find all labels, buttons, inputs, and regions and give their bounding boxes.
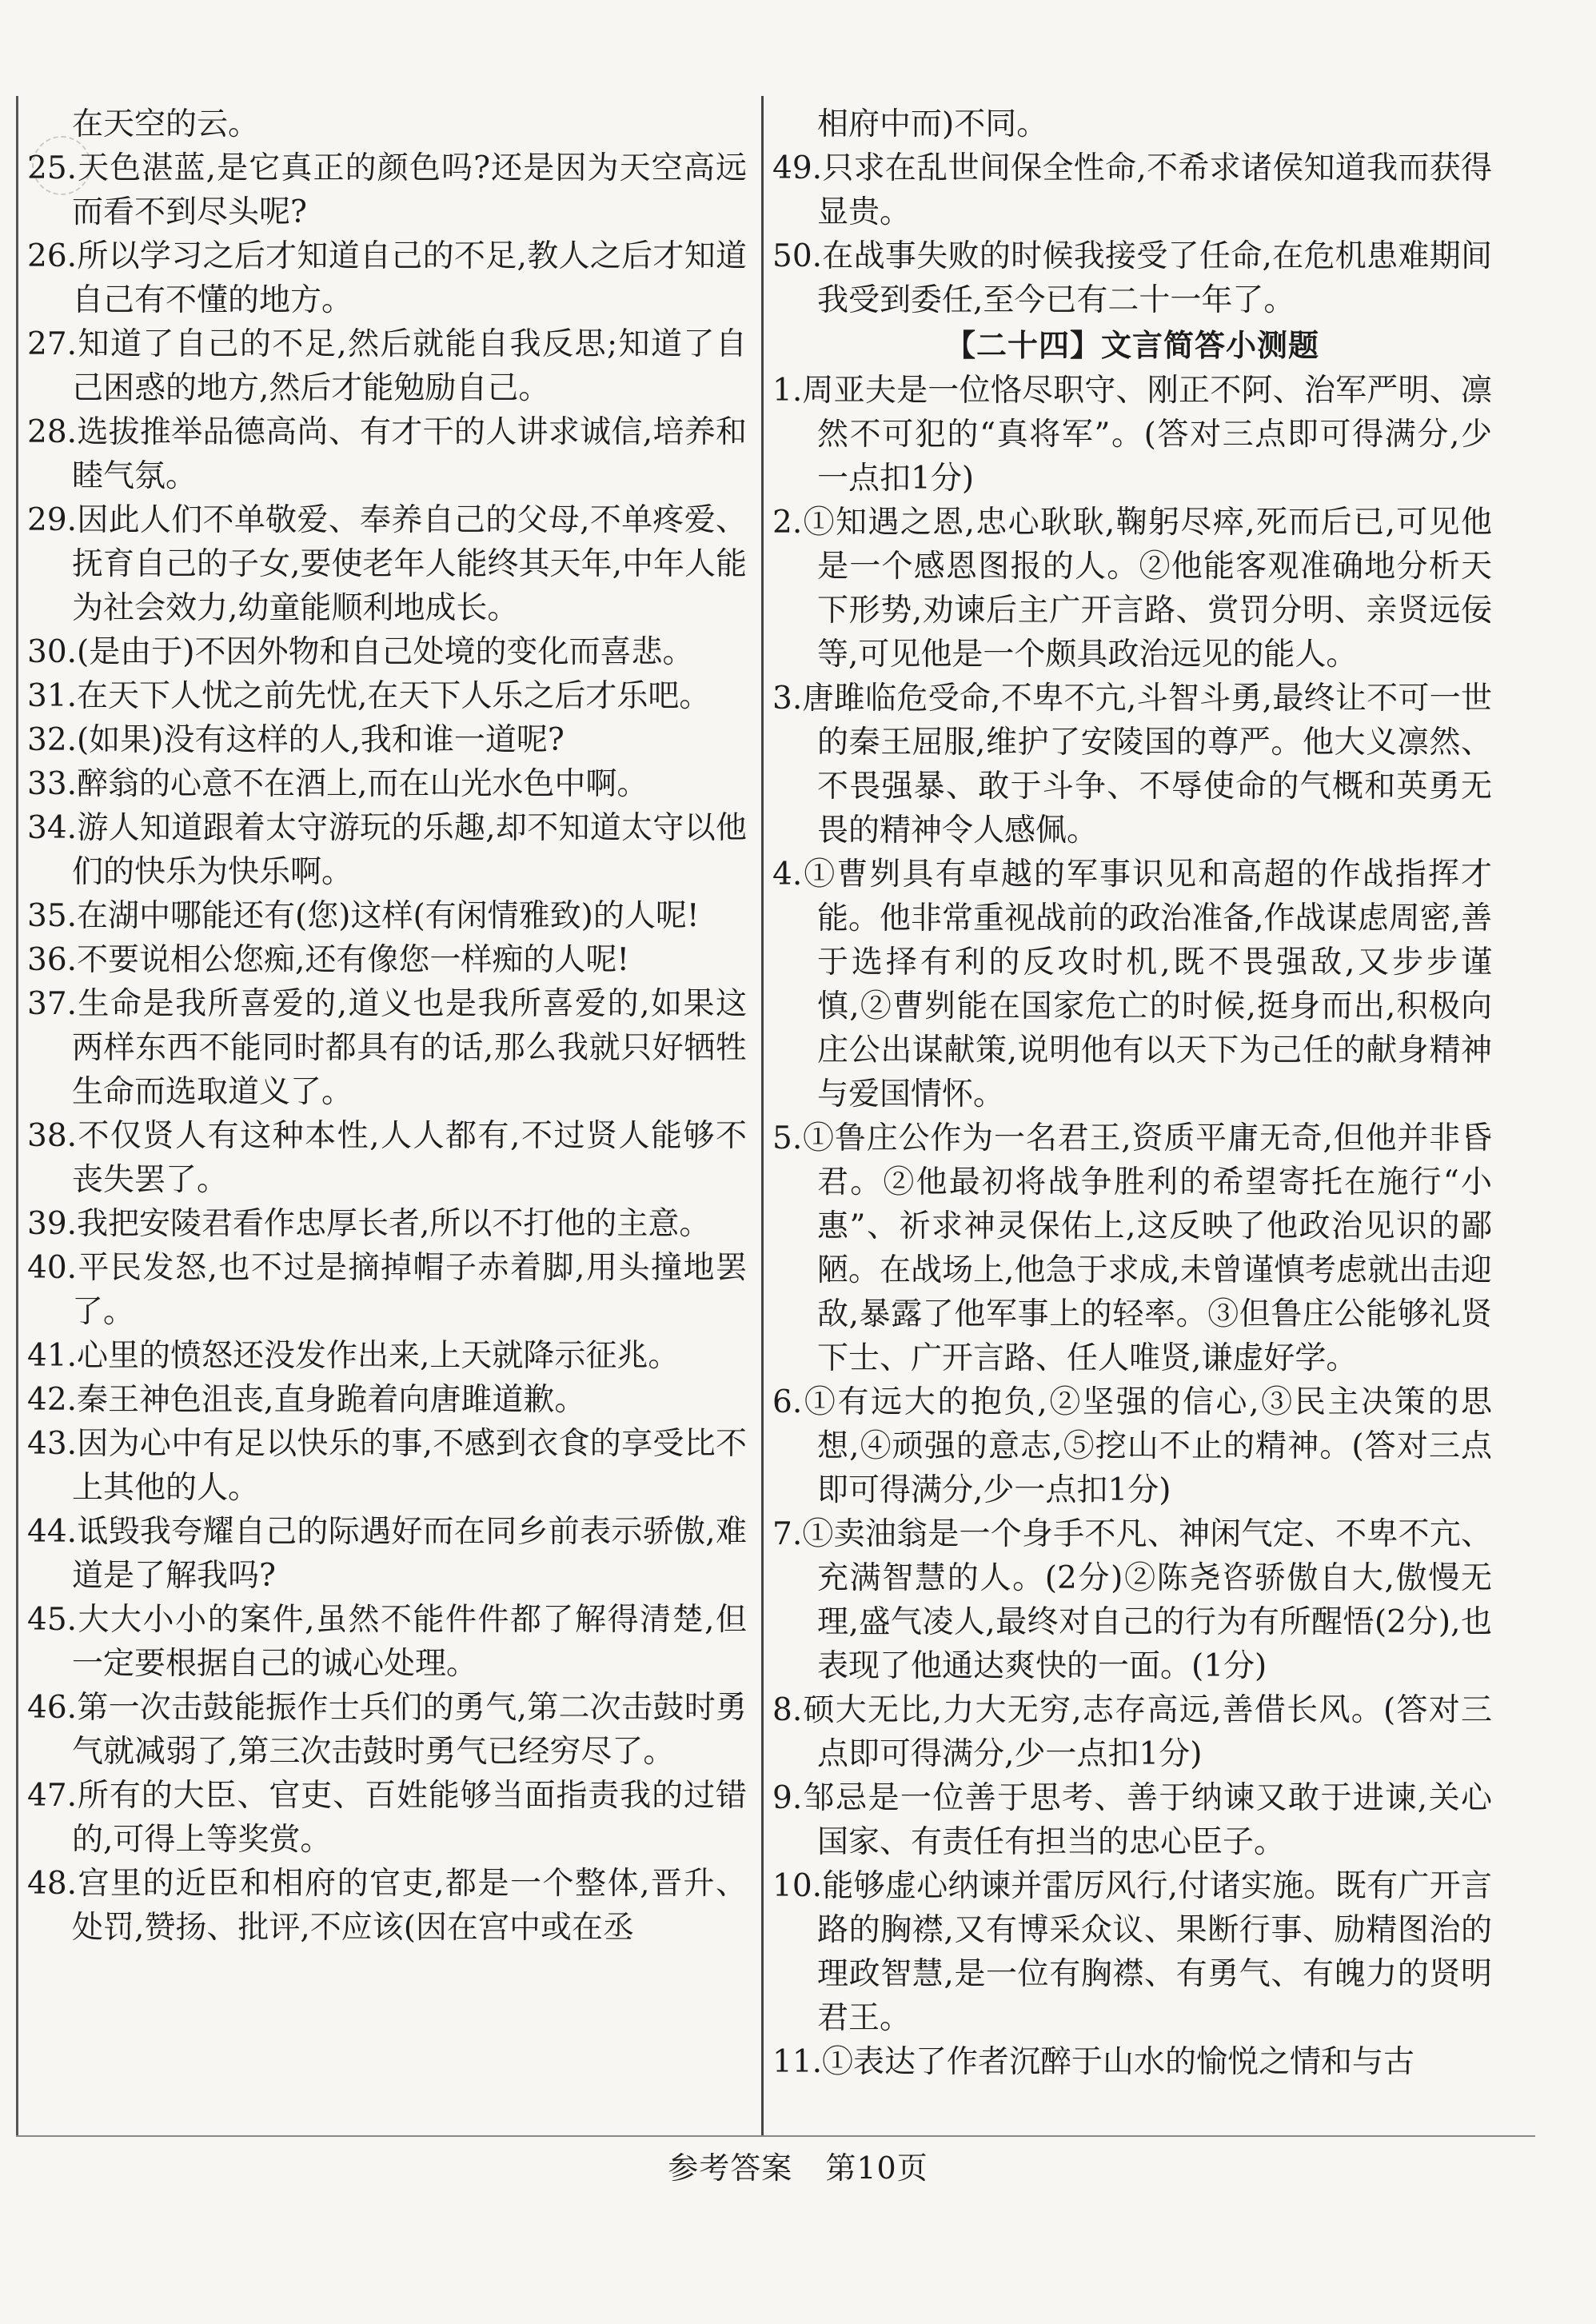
item-number: 30. (27, 634, 78, 670)
item-number: 36. (27, 942, 78, 978)
item-number: 33. (27, 766, 78, 802)
answer-item (27, 1774, 747, 1862)
section-items-group (772, 369, 1492, 2084)
page-footer (0, 2148, 1596, 2188)
answer-item (772, 2040, 1492, 2084)
item-number: 11. (772, 2044, 823, 2080)
answer-item (27, 1686, 747, 1774)
item-text: 邹忌是一位善于思考、善于纳谏又敢于进谏,关心国家、有责任有担当的忠心臣子。 (802, 1780, 1492, 1860)
item-text: ①鲁庄公作为一名君王,资质平庸无奇,但他并非昏君。②他最初将战争胜利的希望寄托在施行“小惠”、祈求神灵保佑上,这反映了他政治见识的鄙陋。在战场上,他急于求成,未曾谨慎考虑就出击迎敌,暴露了他军事上的轻率。③但鲁庄公能够礼贤下士、广开言路、任人唯贤,谦虚好学。 (802, 1120, 1492, 1376)
answer-item (27, 938, 747, 982)
left-margin-rule (16, 96, 18, 2135)
answer-item (772, 1688, 1492, 1776)
answer-item (27, 1510, 747, 1598)
item-number: 25. (27, 150, 78, 186)
answer-item (772, 1776, 1492, 1864)
right-continuation: 相府中而)不同。 (817, 106, 1048, 142)
item-text: (如果)没有这样的人,我和谁一道呢? (77, 722, 565, 758)
footer-label: 参考答案 (668, 2150, 793, 2186)
item-text: 游人知道跟着太守游玩的乐趣,却不知道太守以他们的快乐为快乐啊。 (72, 810, 747, 890)
item-number: 1. (772, 373, 803, 409)
item-text: 秦王神色沮丧,直身跪着向唐雎道歉。 (77, 1382, 586, 1418)
item-number: 38. (27, 1118, 78, 1154)
item-text: 心里的愤怒还没发作出来,上天就降示征兆。 (77, 1338, 680, 1374)
item-text: 我把安陵君看作忠厚长者,所以不打他的主意。 (77, 1206, 711, 1242)
item-number: 28. (27, 414, 78, 450)
item-text: ①曹刿具有卓越的军事识见和高超的作战指挥才能。他非常重视战前的政治准备,作战谋虑周密,善于选择有利的反攻时机,既不畏强敌,又步步谨慎,②曹刿能在国家危亡的时候,挺身而出,积极向庄公出谋献策,说明他有以天下为己任的献身精神与爱国情怀。 (802, 857, 1492, 1112)
item-text: 天色湛蓝,是它真正的颜色吗?还是因为天空高远而看不到尽头呢? (72, 150, 747, 230)
item-text: 因为心中有足以快乐的事,不感到衣食的享受比不上其他的人。 (72, 1426, 747, 1506)
answer-item (772, 146, 1492, 234)
item-text: 第一次击鼓能振作士兵们的勇气,第二次击鼓时勇气就减弱了,第三次击鼓时勇气已经穷尽了。 (72, 1690, 747, 1770)
item-number: 46. (27, 1690, 78, 1726)
right-items-group (772, 146, 1492, 322)
section-title: 【二十四】文言简答小测题 (944, 328, 1319, 363)
item-text: 醉翁的心意不在酒上,而在山光水色中啊。 (77, 766, 648, 802)
item-text: 在湖中哪能还有(您)这样(有闲情雅致)的人呢! (77, 898, 700, 934)
item-number: 7. (772, 1516, 803, 1552)
item-number: 41. (27, 1338, 78, 1374)
item-text: 不仅贤人有这种本性,人人都有,不过贤人能够不丧失罢了。 (72, 1118, 747, 1198)
item-number: 45. (27, 1602, 78, 1638)
answer-item (27, 674, 747, 718)
item-number: 47. (27, 1778, 78, 1814)
item-number: 8. (772, 1692, 803, 1728)
item-number: 32. (27, 722, 78, 758)
left-column (27, 102, 747, 1950)
item-text: 宫里的近臣和相府的官吏,都是一个整体,晋升、处罚,赞扬、批评,不应该(因在宫中或在丞 (72, 1866, 747, 1946)
item-text: 能够虚心纳谏并雷厉风行,付诸实施。既有广开言路的胸襟,又有博采众议、果断行事、励精图治的理政智慧,是一位有胸襟、有勇气、有魄力的贤明君王。 (817, 1868, 1492, 2036)
item-number: 49. (772, 150, 823, 186)
answer-item (27, 718, 747, 762)
answer-item (772, 1864, 1492, 2040)
item-text: 不要说相公您痴,还有像您一样痴的人呢! (77, 942, 630, 978)
answer-item (27, 762, 747, 806)
item-number: 29. (27, 502, 78, 538)
item-text: 所有的大臣、官吏、百姓能够当面指责我的过错的,可得上等奖赏。 (72, 1778, 747, 1858)
answer-item (27, 146, 747, 234)
item-text: 大大小小的案件,虽然不能件件都了解得清楚,但一定要根据自己的诚心处理。 (72, 1602, 747, 1682)
item-text: 因此人们不单敬爱、奉养自己的父母,不单疼爱、抚育自己的子女,要使老年人能终其天年,中年人能为社会效力,幼童能顺利地成长。 (72, 502, 747, 626)
item-number: 3. (772, 681, 803, 717)
item-number: 39. (27, 1206, 78, 1242)
answer-item (27, 1246, 747, 1334)
item-text: 平民发怒,也不过是摘掉帽子赤着脚,用头撞地罢了。 (72, 1250, 747, 1330)
answer-item (27, 982, 747, 1114)
item-number: 10. (772, 1868, 823, 1904)
item-text: ①卖油翁是一个身手不凡、神闲气定、不卑不亢、充满智慧的人。(2分)②陈尧咨骄傲自大,傲慢无理,盛气凌人,最终对自己的行为有所醒悟(2分),也表现了他通达爽快的一面。(1分) (802, 1516, 1492, 1684)
item-number: 37. (27, 986, 78, 1022)
answer-item (772, 1380, 1492, 1512)
answer-item (772, 1512, 1492, 1688)
answer-item (27, 806, 747, 894)
answer-item (27, 1598, 747, 1686)
item-number: 35. (27, 898, 78, 934)
item-text: 周亚夫是一位恪尽职守、刚正不阿、治军严明、凛然不可犯的“真将军”。(答对三点即可得满分,少一点扣1分) (802, 373, 1492, 497)
answer-item (27, 1862, 747, 1950)
item-number: 26. (27, 238, 78, 274)
item-text: ①有远大的抱负,②坚强的信心,③民主决策的思想,④顽强的意志,⑤挖山不止的精神。(答对三点即可得满分,少一点扣1分) (802, 1384, 1492, 1508)
answer-item (772, 677, 1492, 853)
answer-item (27, 410, 747, 498)
item-text: ①知遇之恩,忠心耿耿,鞠躬尽瘁,死而后已,可见他是一个感恩图报的人。②他能客观准确地分析天下形势,劝谏后主广开言路、赏罚分明、亲贤远佞等,可见他是一个颇具政治远见的能人。 (802, 505, 1492, 673)
item-text: 所以学习之后才知道自己的不足,教人之后才知道自己有不懂的地方。 (72, 238, 747, 318)
item-text: 诋毁我夸耀自己的际遇好而在同乡前表示骄傲,难道是了解我吗? (72, 1514, 747, 1594)
item-number: 48. (27, 1866, 78, 1902)
item-number: 27. (27, 326, 78, 362)
answer-item (27, 1114, 747, 1202)
answer-item (772, 1116, 1492, 1380)
item-number: 42. (27, 1382, 78, 1418)
right-column (772, 102, 1492, 2084)
item-text: 在天下人忧之前先忧,在天下人乐之后才乐吧。 (77, 678, 711, 714)
left-continuation: 在天空的云。 (72, 106, 260, 142)
answer-item (27, 1378, 747, 1422)
item-text: 在战事失败的时候我接受了任命,在危机患难期间我受到委任,至今已有二十一年了。 (817, 238, 1492, 318)
item-number: 9. (772, 1780, 803, 1816)
item-number: 50. (772, 238, 823, 274)
item-number: 40. (27, 1250, 78, 1286)
answer-item (772, 501, 1492, 677)
item-number: 4. (772, 857, 803, 892)
item-text: 硕大无比,力大无穷,志存高远,善借长风。(答对三点即可得满分,少一点扣1分) (802, 1692, 1492, 1772)
answer-item (27, 322, 747, 410)
item-text: ①表达了作者沉醉于山水的愉悦之情和与古 (822, 2044, 1415, 2080)
item-text: 选拔推举品德高尚、有才干的人讲求诚信,培养和睦气氛。 (72, 414, 747, 494)
item-number: 5. (772, 1120, 803, 1156)
item-number: 34. (27, 810, 78, 846)
answer-item (772, 853, 1492, 1116)
answer-item (27, 630, 747, 674)
item-text: 唐雎临危受命,不卑不亢,斗智斗勇,最终让不可一世的秦王屈服,维护了安陵国的尊严。他大义凛然、不畏强暴、敢于斗争、不辱使命的气概和英勇无畏的精神令人感佩。 (802, 681, 1492, 849)
item-text: 只求在乱世间保全性命,不希求诸侯知道我而获得显贵。 (817, 150, 1492, 230)
answer-item (772, 234, 1492, 322)
answer-item (27, 234, 747, 322)
item-text: (是由于)不因外物和自己处境的变化而喜悲。 (77, 634, 694, 670)
item-text: 知道了自己的不足,然后就能自我反思;知道了自己困惑的地方,然后才能勉励自己。 (72, 326, 747, 406)
answer-item (27, 498, 747, 630)
answer-item (27, 1334, 747, 1378)
column-divider (761, 96, 764, 2135)
item-number: 31. (27, 678, 78, 714)
answer-item (27, 1202, 747, 1246)
footer-page-number: 第10页 (825, 2150, 928, 2186)
answer-item (27, 894, 747, 938)
item-number: 44. (27, 1514, 78, 1550)
item-number: 43. (27, 1426, 78, 1462)
item-number: 2. (772, 505, 803, 541)
item-number: 6. (772, 1384, 803, 1420)
item-text: 生命是我所喜爱的,道义也是我所喜爱的,如果这两样东西不能同时都具有的话,那么我就只好牺牲生命而选取道义了。 (72, 986, 747, 1110)
answer-item (27, 1422, 747, 1510)
bottom-rule (16, 2135, 1535, 2137)
answer-item (772, 369, 1492, 501)
